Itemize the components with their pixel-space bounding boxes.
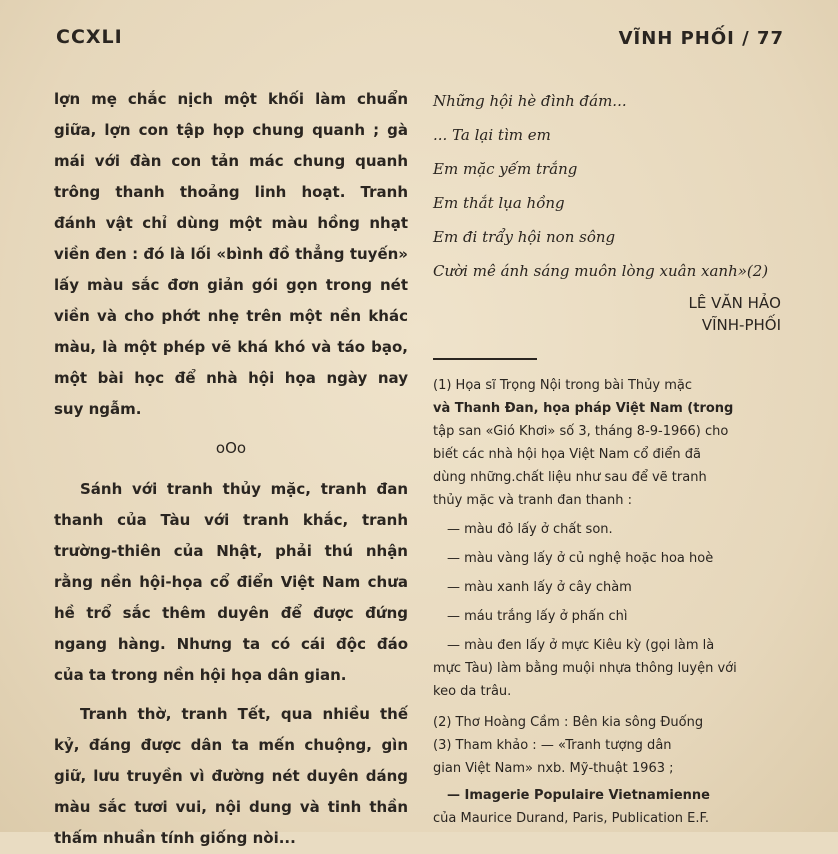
text-line: thanh của Tàu với tranh khắc, tranh <box>54 511 408 529</box>
footnotes <box>433 374 785 830</box>
footnote-line: (1) Họa sĩ Trọng Nội trong bài Thủy mặc <box>433 378 692 393</box>
text-line: viền và cho phớt nhẹ trên một nền khác <box>54 307 408 325</box>
footnote-divider <box>433 358 537 360</box>
text-line: viền đen : đó là lối «bình đồ thẳng tuyến» <box>54 245 408 263</box>
footnote-line: biết các nhà hội họa Việt Nam cổ điển đã <box>433 447 701 462</box>
text-line: Tranh thờ, tranh Tết, qua nhiều thế <box>80 705 408 723</box>
paragraph-3 <box>54 699 408 854</box>
footnote-line: thủy mặc và tranh đan thanh : <box>433 493 633 508</box>
pigment-item: — máu trắng lấy ở phấn chì <box>447 609 628 624</box>
poem-line: Em mặc yếm trắng <box>433 160 578 178</box>
footnote-2: (2) Thơ Hoàng Cầm : Bên kia sông Đuống <box>433 715 704 730</box>
text-line: lấy màu sắc đơn giản gói gọn trong nét <box>54 276 408 294</box>
page-roman-numeral: CCXLI <box>56 26 123 48</box>
pigment-item: — màu xanh lấy ở cây chàm <box>447 580 632 595</box>
author-name: LÊ VĂN HẢO <box>688 294 781 312</box>
text-line: màu, là một phép vẽ khá khó và táo bạo, <box>54 338 408 356</box>
text-line: đánh vật chỉ dùng một màu hồng nhạt <box>54 214 408 232</box>
text-line: lợn mẹ chắc nịch một khối làm chuẩn <box>54 90 408 108</box>
text-line: màu sắc tươi vui, nội dung và tinh thần <box>54 798 408 816</box>
section-separator: oOo <box>215 439 247 457</box>
poem-line: Em đi trẩy hội non sông <box>433 228 616 246</box>
text-line: thấm nhuần tính giống nòi... <box>54 829 296 847</box>
poem-line: Cười mê ánh sáng muôn lòng xuân xanh»(2) <box>433 262 769 280</box>
footnote-line: của Maurice Durand, Paris, Publication E.F. <box>433 811 710 826</box>
text-line: Sánh với tranh thủy mặc, tranh đan <box>80 480 408 498</box>
text-line: giữ, lưu truyền vì đường nét duyên dáng <box>54 767 408 785</box>
text-line: của ta trong nền hội họa dân gian. <box>54 666 347 684</box>
footnote-line: dùng những.chất liệu như sau để vẽ tranh <box>433 470 707 485</box>
footnote-1 <box>433 374 785 512</box>
text-line: ngang hàng. Nhưng ta có cái độc đáo <box>54 635 408 653</box>
footnote-3 <box>433 734 785 780</box>
pigment-list <box>433 518 785 703</box>
text-line: giữa, lợn con tập họp chung quanh ; gà <box>54 121 408 139</box>
text-line: suy ngẫm. <box>54 400 142 418</box>
footnote-4 <box>433 784 785 830</box>
text-line: rằng nền hội-họa cổ điển Việt Nam chưa <box>54 573 408 591</box>
footnote-line: và Thanh Đan, họa pháp Việt Nam (trong <box>433 401 734 416</box>
text-line: hề trổ sắc thêm duyên để được đứng <box>54 604 408 622</box>
running-title: VĨNH PHỐI / 77 <box>618 28 784 49</box>
pigment-item: — màu vàng lấy ở củ nghệ hoặc hoa hoè <box>447 551 714 566</box>
pigment-item: — màu đỏ lấy ở chất son. <box>447 522 613 537</box>
right-column <box>433 84 785 830</box>
footnote-line: mực Tàu) làm bằng muội nhựa thông luyện với <box>433 661 737 676</box>
text-line: mái với đàn con tản mác chung quanh <box>54 152 408 170</box>
paragraph-1 <box>54 84 408 425</box>
poem-line: Em thắt lụa hồng <box>433 194 565 212</box>
text-line: trường-thiên của Nhật, phải thú nhận <box>54 542 408 560</box>
poem <box>433 84 785 288</box>
footnote-line: tập san «Gió Khơi» số 3, tháng 8-9-1966) cho <box>433 424 729 439</box>
text-line: trông thanh thoảng linh hoạt. Tranh <box>54 183 408 201</box>
footnote-line: gian Việt Nam» nxb. Mỹ-thuật 1963 ; <box>433 761 674 776</box>
author-place: VĨNH-PHỐI <box>701 316 781 334</box>
footnote-line: keo da trâu. <box>433 684 512 699</box>
poem-line: Những hội hè đình đám... <box>433 92 627 110</box>
paragraph-2 <box>54 474 408 691</box>
text-line: một bài học để nhà hội họa ngày nay <box>54 369 408 387</box>
pigment-item: — màu đen lấy ở mực Kiêu kỳ (gọi làm là <box>447 638 715 653</box>
author-signature <box>433 292 785 336</box>
left-column <box>54 84 408 854</box>
footnote-line: — Imagerie Populaire Vietnamienne <box>447 788 710 803</box>
footnote-line: (3) Tham khảo : — «Tranh tượng dân <box>433 738 672 753</box>
poem-line: ... Ta lại tìm em <box>433 126 551 144</box>
text-line: kỷ, đáng được dân ta mến chuộng, gìn <box>54 736 408 754</box>
